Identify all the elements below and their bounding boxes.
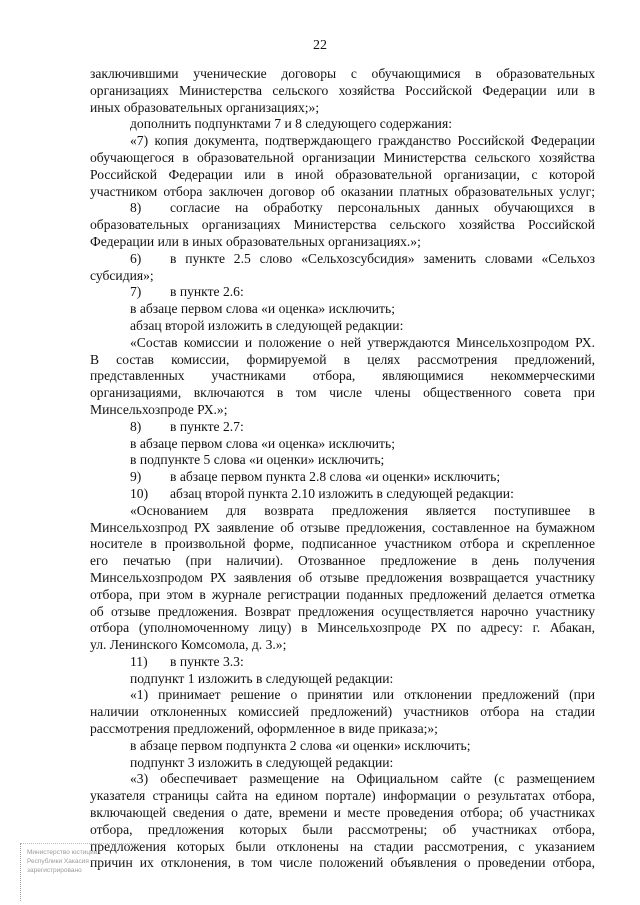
line-text: его печатью (при наличии). Отозванное предложение в день получения [90,553,595,569]
text-line [90,436,595,453]
text-line [90,721,595,738]
text-line [90,839,595,856]
line-text: об отзыве предложения. Возврат предложения осуществляется нарочно участнику [90,603,595,619]
text-line [90,788,595,805]
line-text: причин их отклонения, в том числе положений объявления о проведении отбора, [90,855,595,871]
line-text: в подпункте 5 слова «и оценки» исключить; [130,452,385,468]
line-text: Федерации или в иных образовательных организациях.»; [90,233,421,249]
line-text: дополнить подпунктами 7 и 8 следующего содержания: [130,116,452,132]
item-number: 6) [130,250,142,266]
text-line [90,604,595,621]
line-text: «7) копия документа, подтверждающего гражданство Российской Федерации [130,133,595,149]
text-line [90,805,595,822]
line-text: обучающегося в образовательной организации Министерства сельского хозяйства [90,149,595,165]
line-text: в абзаце первом подпункта 2 слова «и оценки» исключить; [130,737,471,753]
text-line [90,536,595,553]
line-text: Российской Федерации или в иной образовательной организации, с которой [90,166,595,182]
line-text: иных образовательных организациях;»; [90,99,320,115]
text-line [90,200,595,217]
line-text: в абзаце первом слова «и оценка» исключить; [130,301,395,317]
text-line [90,150,595,167]
text-line [90,184,595,201]
line-text: отбора (уполномоченному лицу) в Минсельхозпроде РХ по адресу: г. Абакан, [90,620,595,636]
line-text: в пункте 2.7: [170,418,244,434]
text-line [90,520,595,537]
item-number: 10) [130,485,149,501]
text-line [90,822,595,839]
text-line [90,402,595,419]
line-text: предложения которых были отклонены на стадии рассмотрения, с указанием [90,838,595,854]
line-text: «Основанием для возврата предложения является поступившее в [130,502,595,518]
item-number: 11) [130,653,148,669]
line-text: Минсельхозпроде РХ.»; [90,401,228,417]
line-text: в абзаце первом пункта 2.8 слова «и оценки» исключить; [170,469,501,485]
line-text: организациях Министерства сельского хозяйства Российской Федерации или в [90,82,595,98]
text-line [90,268,595,285]
line-text: «Состав комиссии и положение о ней утверждаются Минсельхозпродом РХ. [130,334,595,350]
text-line [90,66,595,83]
item-number: 8) [130,200,142,216]
document-body [90,66,595,872]
text-line [90,234,595,251]
text-line [90,855,595,872]
line-text: подпункт 3 изложить в следующей редакции: [130,754,394,770]
text-line [90,217,595,234]
text-line [90,251,595,268]
line-text: заключившими ученические договоры с обучающимися в образовательных [90,66,595,81]
text-line [90,671,595,688]
line-text: подпункт 1 изложить в следующей редакции: [130,670,394,686]
text-line [90,469,595,486]
text-line [90,100,595,117]
text-line [90,116,595,133]
text-line [90,704,595,721]
text-line [90,738,595,755]
line-text: в пункте 2.6: [170,284,244,300]
text-line [90,620,595,637]
page-number: 22 [313,38,327,53]
line-text: организациями, включаются в том числе члены общественного совета при [90,385,595,401]
line-text: рассмотрения предложений, оформленное в виде приказа;»; [90,721,438,737]
text-line [90,687,595,704]
text-line [90,654,595,671]
item-number: 8) [130,418,142,434]
line-text: «1) принимает решение о принятии или отклонении предложений (при [130,687,595,703]
text-line [90,587,595,604]
text-line [90,318,595,335]
item-number: 7) [130,284,142,300]
text-line [90,301,595,318]
line-text: «3) обеспечивает размещение на Официальном сайте (с размещением [130,771,595,787]
text-line [90,133,595,150]
line-text: абзац второй изложить в следующей редакции: [130,317,404,333]
line-text: представленных участниками отбора, являющимися некоммерческими [90,368,595,384]
registration-stamp: Министерство юстиции Республики Хакасия зарегистрировано [20,843,140,901]
text-line [90,570,595,587]
text-line [90,452,595,469]
text-line [90,637,595,654]
text-line [90,83,595,100]
line-text: включающей сведения о дате, времени и месте проведения отбора; об участниках [90,805,595,821]
text-line [90,167,595,184]
text-line [90,503,595,520]
text-line [90,486,595,503]
text-line [90,352,595,369]
text-line [90,771,595,788]
line-text: в пункте 3.3: [170,653,244,669]
line-text: субсидия»; [90,267,154,283]
line-text: ул. Ленинского Комсомола, д. 3.»; [90,637,287,653]
text-line [90,284,595,301]
line-text: наличии отклоненных комиссией предложений) участников отбора на стадии [90,704,595,720]
text-line [90,335,595,352]
line-text: Минсельхозпродом РХ заявления об отзыве предложения возвращается участнику [90,569,595,585]
line-text: указателя страницы сайта на едином портале) информации о результатах отбора, [90,788,595,804]
line-text: Минсельхозпрод РХ заявление об отзыве предложения, составленное на бумажном [90,519,595,535]
line-text: носителе в произвольной форме, подписанное участником отбора и скрепленное [90,536,595,552]
line-text: В состав комиссии, формируемой в целях рассмотрения предложений, [90,351,595,367]
text-line [90,755,595,772]
line-text: участником отбора заключен договор об оказании платных образовательных услуг; [90,183,595,199]
line-text: в абзаце первом слова «и оценка» исключить; [130,435,395,451]
text-line [90,368,595,385]
line-text: отбора, предложения которых были рассмотрены; об участниках отбора, [90,821,595,837]
line-text: абзац второй пункта 2.10 изложить в следующей редакции: [170,485,514,501]
text-line [90,385,595,402]
line-text: согласие на обработку персональных данных обучающихся в [170,200,595,216]
line-text: отбора, при этом в журнале регистрации поданных предложений делается отметка [90,586,595,602]
line-text: в пункте 2.5 слово «Сельхозсубсидия» заменить словами «Сельхоз [170,250,595,266]
line-text: образовательных организациях Министерства сельского хозяйства Российской [90,217,595,233]
item-number: 9) [130,469,142,485]
text-line [90,553,595,570]
text-line [90,419,595,436]
